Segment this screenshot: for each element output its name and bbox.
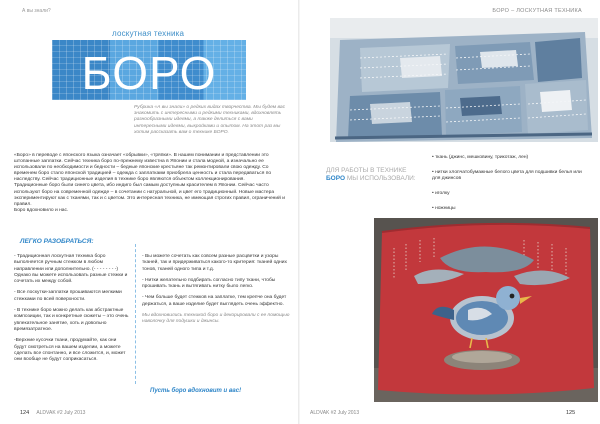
tools-title-line1: ДЛЯ РАБОТЫ В ТЕХНИКЕ [326, 167, 407, 174]
footer-left [20, 410, 85, 416]
tip-item: - Нитки желательно подбирать согласно типу ткани, чтобы прошивать ткань и вытягивать нитку было легко. [142, 277, 276, 290]
tools-title-line2: МЫ ИСПОЛЬЗОВАЛИ: [346, 175, 416, 182]
tip-item: - В технике боро можно делать как абстрактные композиции, так и конкретные сюжеты – это очень увлекательное занятие, хоть и довольно времязатратное. [14, 308, 129, 332]
running-head-left: А вы знали? [22, 8, 51, 14]
footer-magazine-left: ALDVAK #2 July 2013 [36, 410, 86, 416]
closing-text: Мы вдохновились техникой боро и декорировали с ее помощью наволочку для подушки и джинсы. [142, 313, 290, 325]
page-title: БОРО [81, 47, 217, 99]
tip-item: - Вы можете сочетать как совсем разные расцветки и узоры тканей, так и придерживаться какого-то критерия: тканей одних тонов, тканей одного типа и т.д. [142, 254, 287, 272]
tools-title [326, 167, 416, 183]
tip-item: - Традиционная лоскутная техника боро выполняется ручным стежком в любом направлении или дополнительно. (- - - - - - - -) Однако вы можете использовать разные стежки и сочетать их между собой. [14, 254, 128, 285]
footer-right [310, 410, 576, 416]
body-paragraph: Боро вдохновило и нас. [14, 207, 69, 213]
page-number-right: 125 [566, 410, 576, 416]
tip-item: - Чем больше будет стежков на заплатке, тем крепче она будет держаться, а ваше изделие будет выглядеть очень эффектно. [142, 295, 287, 307]
boro-title-banner [52, 40, 246, 100]
intro-text: Рубрика «А вы знали» о редких видах творчества. Мы будем вас знакомить с интересными и редкими техниками, вдохновлять разнообразными идеями, а также делиться с вами интересными идеями, выкройками и опытом. На этот раз мы хотим рассказать вам о технике БОРО. [134, 105, 286, 135]
body-paragraph: Традиционные боро были синего цвета, ибо индиго был самым доступным красителем в Японии. Сейчас часто используют боро на современной одежде – в сочетании с натуральной, и цвет его традиционный. Новые мастера экспериментируют как с тканями, так и с цветом. Это интересная техника, не имеющая строгих правил, ограничений и правил. [14, 183, 285, 207]
section-label: лоскутная техника [112, 29, 185, 38]
slogan: Пусть боро вдохновит и вас! [150, 388, 242, 394]
tool-item: • ножницы [432, 206, 456, 211]
tip-item: - Все лоскутки-заплатки прошиваются мелкими стежками по всей поверхности. [14, 290, 122, 302]
running-head-right: БОРО – ЛОСКУТНАЯ ТЕХНИКА [492, 8, 582, 14]
tool-item: • иголку [432, 191, 450, 196]
footer-magazine-right: ALDVAK #2 July 2013 [310, 410, 360, 416]
tip-item: -Верхние кусочки ткани, продумайте, как они будут смотреться на вашем изделии, а можете сделать все спонтанно, и все сложится, и, может они вообще не будут соприкасаться. [14, 338, 126, 363]
tools-list [432, 155, 582, 221]
tools-title-accent: БОРО [326, 175, 346, 182]
tips-column-left [14, 254, 130, 368]
subhead: ЛЕГКО РАЗОБРАТЬСЯ: [20, 238, 94, 245]
tools-box [322, 145, 592, 225]
column-divider [135, 244, 136, 384]
pillow-photo [374, 218, 598, 402]
tool-item: • ткань (джинс, мешковину, трикотаж, лен) [432, 155, 529, 160]
body-paragraph: «Боро» в переводе с японского языка означает «обрывки», «тряпки». В нашем понимании и представлении это штопанные заплатки. Сейчас техника боро по-прежнему известна в Японии и стала модной, а изначально ее использовали по необходимости и бедности – бедные японские крестьяне так ремонтировали свою одежду. Со временем боро стало японской традицией – одежда с заплатками приобрела ценность и стала передаваться по наследству. Сейчас традиционные изделия в технике боро являются объектом коллекционирования. [14, 153, 272, 183]
page-number-left: 124 [20, 410, 30, 416]
pillow-illustration [374, 218, 598, 402]
jeans-illustration [330, 18, 598, 142]
tool-item: • нитки хлопчатобумажные белого цвета для подшивки белья или для джинсов [432, 170, 582, 181]
right-page [300, 0, 600, 424]
body-text [14, 153, 286, 214]
tips-column-right [142, 254, 290, 331]
jeans-photo [330, 18, 598, 142]
